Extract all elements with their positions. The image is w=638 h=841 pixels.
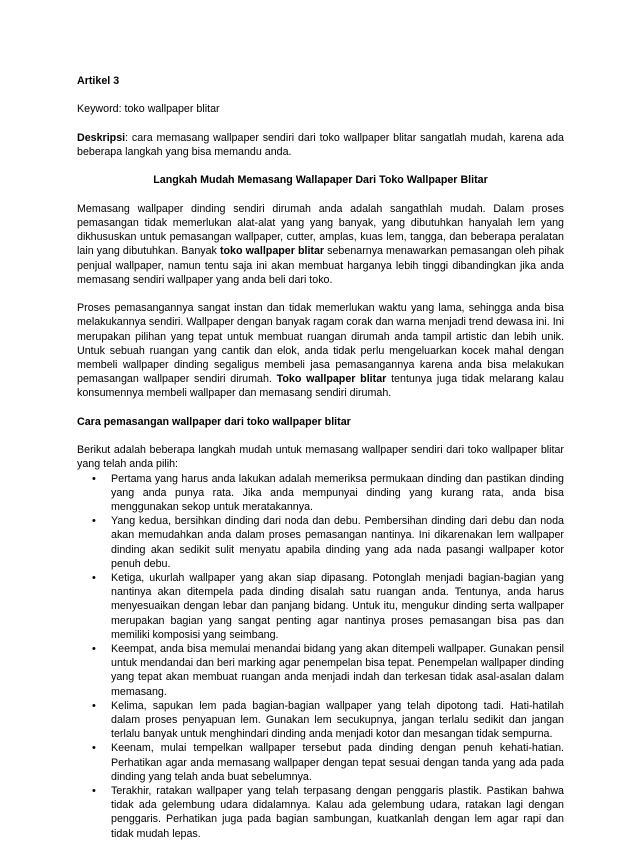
- step-text: Keempat, anda bisa memulai menandai bidang yang akan ditempeli wallpaper. Gunakan pensil untuk mendandai dan beri marking agar penempelan bisa tepat. Penempelan wallpaper dinding yang tepat akan membuat ruangan anda menjadi indah dan terkesan tidak asal-asalan dalam memasang.: [111, 643, 564, 698]
- bullet-icon: •: [92, 785, 96, 798]
- paragraph-2: [77, 301, 564, 400]
- paragraph-1-text-b: sebenarnya menawarkan pemasangan oleh pihak penjual wallpaper, namun tentu saja ini akan membuat harganya lebih tinggi dibandingkan jika anda memasang sendiri wallpaper yang anda beli dari toko.: [77, 245, 564, 286]
- paragraph-1-keyword: toko wallpaper blitar: [219, 245, 325, 258]
- paragraph-1-text-a: Memasang wallpaper dinding sendiri dirumah anda adalah sangathlah mudah. Dalam proses pemasangan tidak memerlukan alat-alat yang yang banyak, yang dibutuhkan hanyalah lem yang dikhususkan untuk pemasangan wallpaper, cutter, amplas, kuas lem, tangga, dan beberapa peralatan lain yang dibutuhkan. Banyak: [77, 202, 564, 258]
- description-text: : cara memasang wallpaper sendiri dari toko wallpaper blitar sangatlah mudah, karena ada beberapa langkah yang bisa memandu anda.: [77, 131, 564, 158]
- list-item: [92, 642, 564, 699]
- step-text: Keenam, mulai tempelkan wallpaper tersebut pada dinding dengan penuh kehati-hatian. Perhatikan agar anda memasang wallpaper dengan tepat sesuai dengan tanda yang ada pada dinding yang telah anda buat sebelumnya.: [111, 742, 564, 783]
- description-paragraph: [77, 131, 564, 159]
- bullet-icon: •: [92, 515, 96, 528]
- step-text: Yang kedua, bersihkan dinding dari noda dan debu. Pembersihan dinding dari debu dan noda akan memudahkan anda dalam proses pemasangan nantinya. Ini dikarenakan lem wallpaper dinding akan sedikit sulit menyatu apabila dinding yang ada nada pasangi wallpaper kotor penuh debu.: [111, 515, 564, 570]
- steps-list: [77, 472, 564, 841]
- bullet-icon: •: [92, 699, 96, 712]
- list-item: [92, 784, 564, 841]
- paragraph-2-text-b: tentunya juga tidak melarang kalau konsumennya membeli wallpaper dan memasang sendiri dirumah.: [77, 373, 564, 400]
- steps-intro: Berikut adalah beberapa langkah mudah untuk memasang wallpaper sendiri dari toko wallpaper blitar yang telah anda pilih:: [77, 444, 564, 471]
- step-text: Ketiga, ukurlah wallpaper yang akan siap dipasang. Potonglah menjadi bagian-bagian yang nantinya akan ditempela pada dinding disalah satu ruangan anda. Tentunya, anda harus menyesuaikan dengan lebar dan panjang bidang. Untuk itu, mengukur dinding serta wallpaper merupakan bagian yang sangat penting agar nantinya proses pemasangan bisa pas dan memiliki komposisi yang seimbang.: [111, 572, 564, 641]
- paragraph-1: [77, 202, 564, 287]
- step-text: Kelima, sapukan lem pada bagian-bagian wallpaper yang telah dipotong tadi. Hati-hatilah dalam proses penyapuan lem. Gunakan lem secukupnya, jangan terlalu sedikit dan jangan terlalu banyak untuk menghindari dinding anda menjadi kotor dan mesangan tidak sempurna.: [111, 699, 564, 741]
- bullet-icon: •: [92, 572, 96, 584]
- bullet-icon: •: [92, 472, 96, 485]
- subheading: Cara pemasangan wallpaper dari toko wallpaper blitar: [77, 415, 351, 428]
- bullet-icon: •: [92, 742, 96, 755]
- paragraph-2-text-a: Proses pemasangannya sangat instan dan tidak memerlukan waktu yang lama, sehingga anda bisa melakukannya sendiri. Wallpaper dengan banyak ragam corak dan warna menjadi trend dewasa ini. Ini merupakan pilihan yang tepat untuk membuat ruangan dirumah anda tampil artistic dan lebih unik. Untuk sebuah ruangan yang cantik dan elok, anda tidak perlu mengeluarkan kocek mahal dengan membeli wallpaper dinding segaligus membeli jasa pemasangannya karena anda bisa melakukan pemasangan wallpaper sendiri dirumah.: [77, 302, 564, 386]
- keyword-line: Keyword: toko wallpaper blitar: [77, 103, 220, 116]
- list-item: [92, 741, 564, 784]
- step-text: Pertama yang harus anda lakukan adalah memeriksa permukaan dinding dan pastikan dinding yang anda punya rata. Jika anda mempunyai dinding yang kurang rata, anda bisa menggunakan sekop untuk meratakannya.: [111, 472, 564, 513]
- description-label: Deskripsi: [77, 131, 126, 144]
- list-item: [92, 514, 564, 571]
- list-item: [92, 472, 564, 515]
- list-item: [92, 699, 564, 742]
- step-text: Terakhir, ratakan wallpaper yang telah terpasang dengan penggaris plastik. Pastikan bahwa tidak ada gelembung udara didalamnya. Kalau ada gelembung udara, ratakan lagi dengan penggaris. Perhatikan juga pada bagian sambungan, kuatkanlah dengan lem agar rapi dan tidak mudah lepas.: [111, 785, 564, 840]
- paragraph-2-keyword: Toko wallpaper blitar: [276, 373, 387, 386]
- list-item: [92, 571, 564, 642]
- article-label: Artikel 3: [77, 75, 120, 87]
- article-title: Langkah Mudah Memasang Wallapaper Dari Toko Wallpaper Blitar: [153, 174, 488, 187]
- bullet-icon: •: [92, 643, 96, 656]
